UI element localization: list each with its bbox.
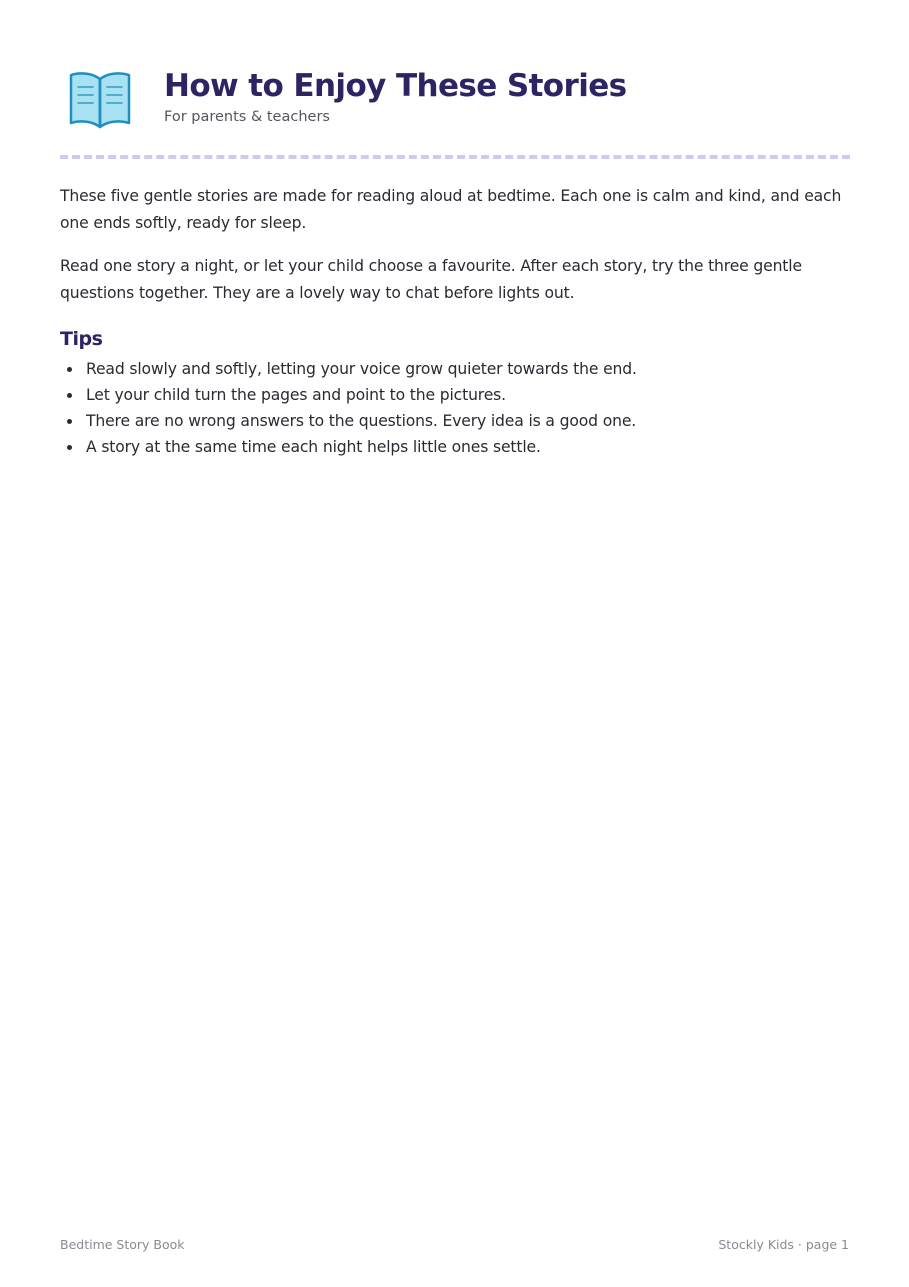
list-item <box>60 356 850 382</box>
tip-text: Let your child turn the pages and point to the pictures. <box>86 386 506 404</box>
list-item <box>60 382 850 408</box>
tips-list <box>60 356 850 460</box>
page-title: How to Enjoy These Stories <box>164 68 627 104</box>
page-subtitle: For parents & teachers <box>164 109 330 125</box>
reading-paragraph: Read one story a night, or let your child choose a favourite. After each story, try the three gentle questions together. They are a lovely way to chat before lights out. <box>60 257 802 302</box>
tips-heading: Tips <box>60 328 103 350</box>
bullet-icon <box>67 445 72 450</box>
list-item <box>60 434 850 460</box>
open-book-icon <box>68 69 132 129</box>
bullet-icon <box>67 419 72 424</box>
list-item <box>60 408 850 434</box>
dashed-divider <box>60 155 850 159</box>
bullet-icon <box>67 367 72 372</box>
page-header <box>60 64 850 136</box>
footer-book-title: Bedtime Story Book <box>60 1237 185 1252</box>
intro-paragraph: These five gentle stories are made for reading aloud at bedtime. Each one is calm and kind, and each one ends softly, ready for sleep. <box>60 187 842 232</box>
bullet-icon <box>67 393 72 398</box>
tip-text: A story at the same time each night helps little ones settle. <box>86 438 541 456</box>
footer-page-number: Stockly Kids · page 1 <box>718 1237 849 1252</box>
main-content <box>60 183 850 460</box>
tip-text: Read slowly and softly, letting your voice grow quieter towards the end. <box>86 360 637 378</box>
tip-text: There are no wrong answers to the questions. Every idea is a good one. <box>86 412 637 430</box>
